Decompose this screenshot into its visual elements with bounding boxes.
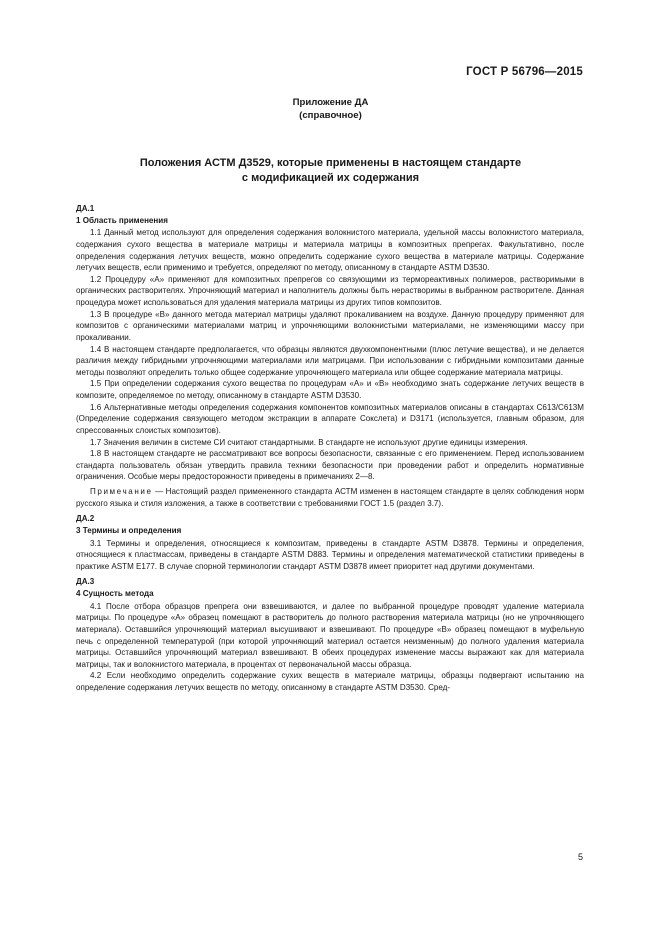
paragraph: 3.1 Термины и определения, относящиеся к композитам, приведены в стандарте ASTM D3878. Термины и определения, относящиеся к пластмассам, приведены в стандарте ASTM D883. Термины и определения математической статистики приведены в практике ASTM E177. В случае спорной терминологии стандарт ASTM D3878 имеет приоритет над другими документами.	[76, 538, 584, 571]
page-number: 5	[577, 852, 583, 862]
section-heading: 1 Область применения	[76, 215, 168, 225]
paragraph: 1.7 Значения величин в системе СИ считают стандартными. В стандарте не используют другие единицы измерения.	[90, 437, 528, 447]
paragraph: 4.1 После отбора образцов препрега они взвешиваются, и далее по выбранной процедуре проводят удаление материала матрицы. По процедуре «А» образец помещают в растворитель до полного растворения материала матрицы (но не упрочняющего материала). Оставшийся упрочняющий материал высушивают и взвешивают. По процедуре «В» образец помещают в муфельную печь с определенной температурой (при которой упрочняющий материал остается неизменным) до полного удаления материала матрицы. Оставшийся упрочняющий материал взвешивают. В обеих процедурах изменение массы выражают как для материала матрицы, так и волокнистого материала, в процентах от первоначальной массы образца.	[76, 601, 584, 669]
appendix-subtitle: (справочное)	[299, 110, 362, 121]
note	[76, 486, 584, 509]
section-heading: 4 Сущность метода	[76, 589, 154, 598]
paragraph: 1.5 При определении содержания сухого вещества по процедурам «А» и «В» необходимо знать содержание летучих веществ в композите, определяемое по методу, описанному в стандарте ASTM D3530.	[76, 379, 584, 400]
section-id: ДА.1	[76, 204, 95, 213]
main-title	[0, 156, 661, 186]
document-body	[76, 203, 584, 694]
paragraph: 1.3 В процедуре «В» данного метода материал матрицы удаляют прокаливанием на воздухе. Данную процедуру применяют для композитов с органическими материалами матриц и упрочняющими волокнистыми материалами, не изменяющими массу при прокаливании.	[76, 309, 584, 342]
paragraph: 1.1 Данный метод используют для определения содержания волокнистого материала, удельной массы волокнистого материала, содержания сухого вещества в материале матрицы и материала матрицы в композитных препрегах. Факультативно, после определения содержания летучих веществ, можно определить содержание сухого вещества в материале матрицы. Содержание летучих веществ, если применимо и требуется, определяют по методу, описанному в стандарте ASTM D3530.	[76, 228, 584, 273]
paragraph: 1.8 В настоящем стандарте не рассматривают все вопросы безопасности, связанные с его применением. Перед использованием стандарта пользователь обязан утвердить правила техники безопасности при проведении работ и определить нормативные ограничения. Особые меры предосторожности приведены в примечаниях 2—8.	[76, 449, 584, 482]
main-title-line-1: Положения АСТМ Д3529, которые применены в настоящем стандарте	[139, 157, 522, 169]
note-text: — Настоящий раздел примененного стандарта АСТМ изменен в настоящем стандарте в целях соблюдения норм русского языка и стиля изложения, а также в соответствии с требованиями ГОСТ 1.5 (раздел 3.7).	[76, 487, 584, 508]
appendix-heading	[0, 96, 661, 122]
paragraph: 1.2 Процедуру «А» применяют для композитных препрегов со связующими из термореактивных полимеров, растворимыми в органических растворителях. Упрочняющий материал и наполнитель должны быть нерастворимы в выбранном растворителе. Данная процедура может использоваться для удаления материала матрицы из других типов композитов.	[76, 274, 584, 307]
paragraph: 4.2 Если необходимо определить содержание сухих веществ в материале матрицы, образцы подвергают испытанию на определение содержания летучих веществ по методу, описанному в стандарте ASTM D3530. Сред-	[76, 671, 584, 692]
note-label: Примечание	[90, 487, 153, 496]
section-id: ДА.2	[76, 514, 95, 524]
main-title-line-2: с модификацией их содержания	[241, 172, 420, 184]
section-heading: 3 Термины и определения	[76, 525, 182, 535]
appendix-title: Приложение ДА	[292, 97, 369, 108]
standard-code: ГОСТ Р 56796—2015	[466, 66, 583, 78]
paragraph: 1.4 В настоящем стандарте предполагается, что образцы являются двухкомпонентными (плюс летучие вещества), и не делается различия между гибридными упрочняющими материалами или матрицами. При использовании с гибридными композитами данные методы позволяют определить только общее содержание упрочняющего материала или общее содержание материала матрицы.	[76, 344, 584, 377]
paragraph: 1.6 Альтернативные методы определения содержания компонентов композитных материалов описаны в стандартах C613/C613M (Определение содержания связующего методом экстракции в аппарате Сокслета) и D3171 (используется, главным образом, для спрессованных слоистых композитов).	[76, 402, 584, 435]
section-id: ДА.3	[76, 577, 95, 587]
